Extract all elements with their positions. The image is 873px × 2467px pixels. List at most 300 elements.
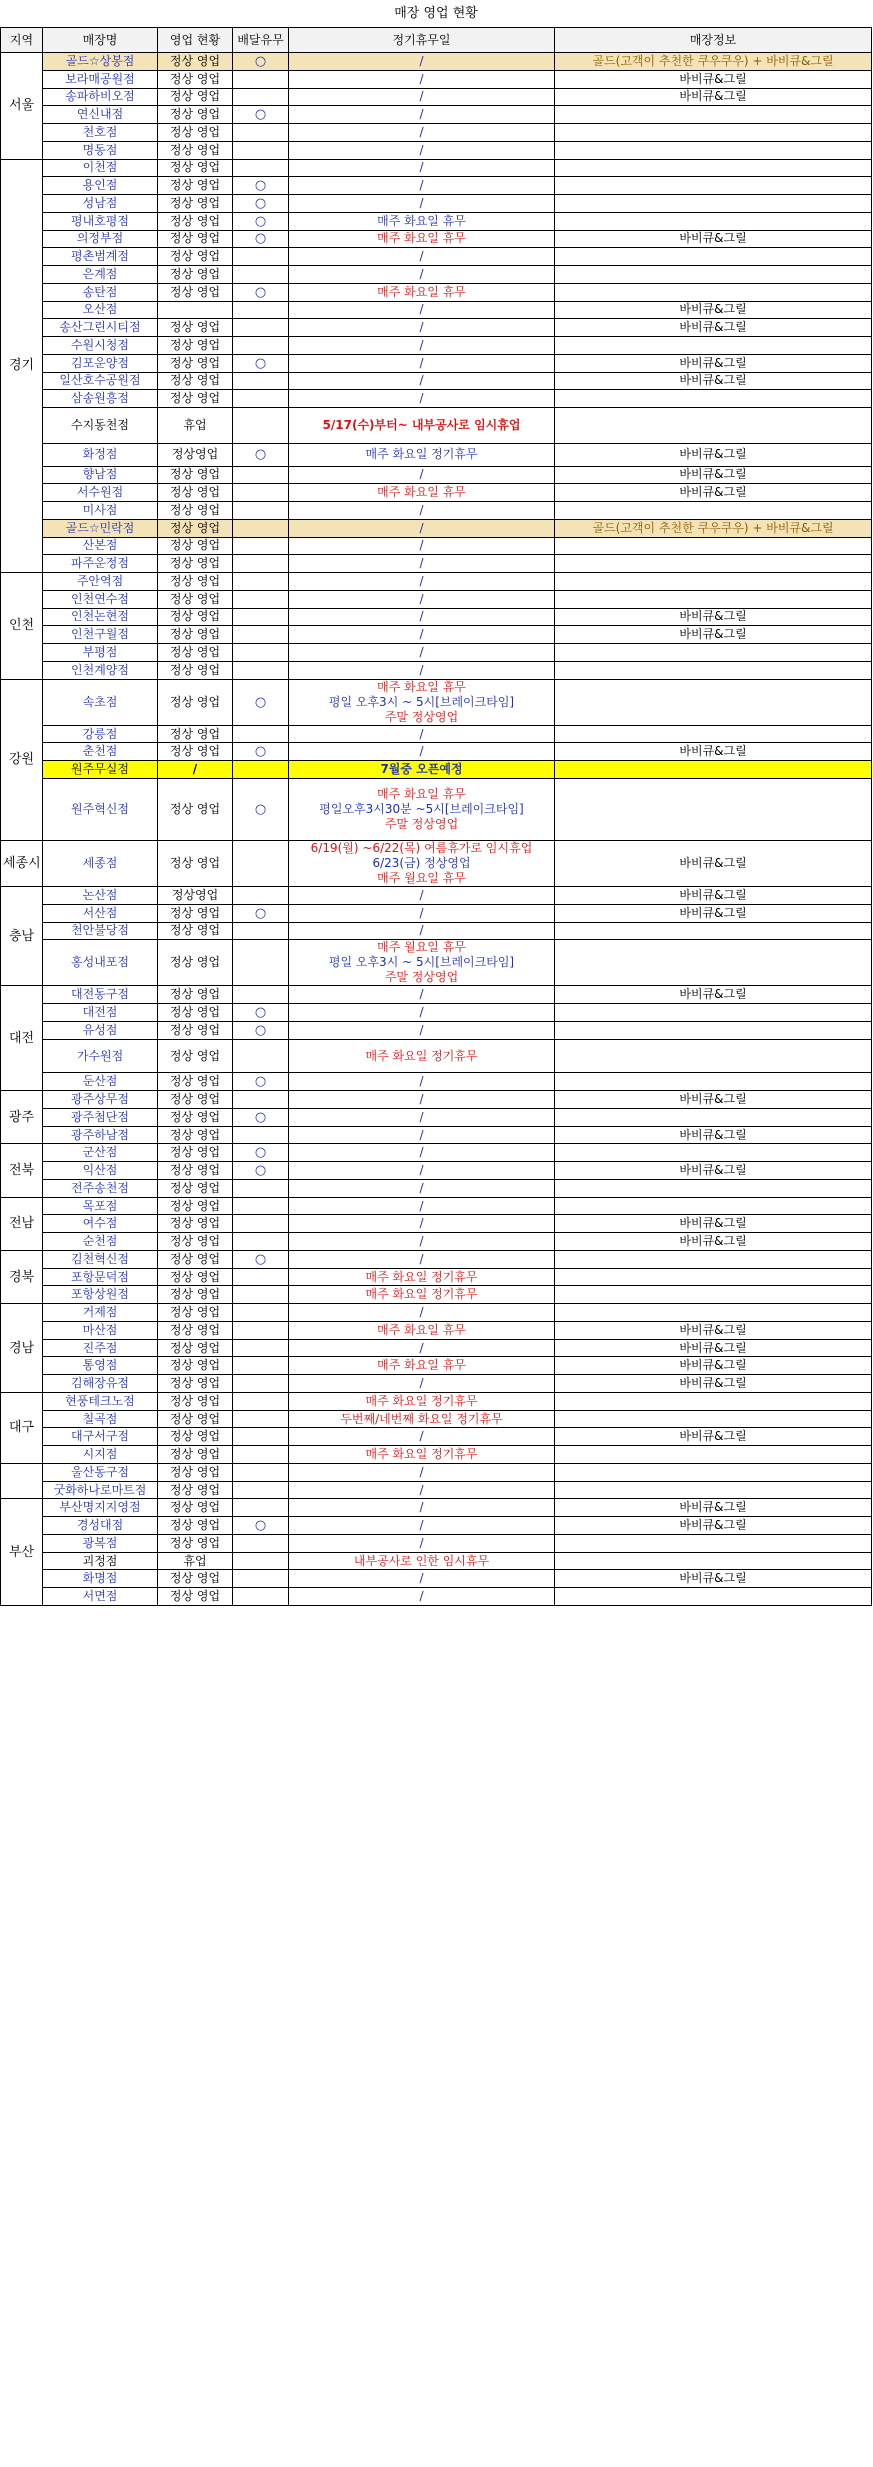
store-name: 김포운양점 <box>43 354 158 372</box>
holiday-text: / <box>419 556 424 571</box>
store-info-cell <box>555 1004 872 1022</box>
holiday-cell <box>289 537 555 555</box>
delivery-cell: ○ <box>233 1250 289 1268</box>
header-store-name: 매장명 <box>43 28 158 53</box>
holiday-text: / <box>419 520 424 535</box>
store-row <box>1 1517 872 1535</box>
header-status: 영업 현황 <box>158 28 233 53</box>
holiday-cell <box>289 1410 555 1428</box>
delivery-cell: ○ <box>233 1162 289 1180</box>
delivery-cell: ○ <box>233 1144 289 1162</box>
holiday-line: 매주 월요일 휴무 <box>377 940 466 955</box>
holiday-text: / <box>419 644 424 659</box>
holiday-text: / <box>419 726 424 741</box>
delivery-cell: ○ <box>233 1004 289 1022</box>
store-name: 성남점 <box>43 195 158 213</box>
holiday-text: / <box>419 923 424 938</box>
delivery-cell <box>233 1357 289 1375</box>
store-info-cell <box>555 1286 872 1304</box>
store-info-cell <box>555 141 872 159</box>
status-cell: 정상 영업 <box>158 88 233 106</box>
delivery-cell <box>233 841 289 887</box>
store-info-cell <box>555 761 872 779</box>
status-cell: 정상 영업 <box>158 573 233 591</box>
holiday-text: / <box>419 1251 424 1266</box>
status-cell: 정상 영업 <box>158 1321 233 1339</box>
holiday-text: / <box>419 1464 424 1479</box>
holiday-text: / <box>419 1482 424 1497</box>
store-name: 송산그린시티점 <box>43 319 158 337</box>
store-name: 미사점 <box>43 502 158 520</box>
store-row <box>1 1021 872 1039</box>
delivery-cell: ○ <box>233 53 289 71</box>
store-info-cell <box>555 1304 872 1322</box>
store-name: 김천혁신점 <box>43 1250 158 1268</box>
holiday-text: / <box>419 373 424 388</box>
store-row <box>1 124 872 142</box>
store-row <box>1 1499 872 1517</box>
store-name: 인천구월점 <box>43 626 158 644</box>
status-cell: 정상 영업 <box>158 1108 233 1126</box>
store-info-cell: 바비큐&그릴 <box>555 1321 872 1339</box>
store-row <box>1 408 872 444</box>
store-info-cell: 바비큐&그릴 <box>555 986 872 1004</box>
holiday-text: / <box>419 195 424 210</box>
holiday-line: 매주 월요일 휴무 <box>377 871 466 886</box>
store-row <box>1 743 872 761</box>
store-info-cell <box>555 661 872 679</box>
status-cell: 정상 영업 <box>158 53 233 71</box>
status-cell: 정상 영업 <box>158 1357 233 1375</box>
store-name: 향남점 <box>43 466 158 484</box>
store-info-cell: 바비큐&그릴 <box>555 1233 872 1251</box>
store-row <box>1 177 872 195</box>
status-cell: 정상 영업 <box>158 195 233 213</box>
store-name: 파주운정점 <box>43 555 158 573</box>
delivery-cell: ○ <box>233 904 289 922</box>
delivery-cell <box>233 1126 289 1144</box>
store-info-cell: 바비큐&그릴 <box>555 1375 872 1393</box>
holiday-cell <box>289 573 555 591</box>
store-row <box>1 1004 872 1022</box>
store-info-cell <box>555 1588 872 1606</box>
holiday-text: / <box>419 502 424 517</box>
delivery-cell <box>233 590 289 608</box>
store-info-cell <box>555 1250 872 1268</box>
store-name: 오산점 <box>43 301 158 319</box>
store-row <box>1 1250 872 1268</box>
holiday-cell <box>289 1357 555 1375</box>
delivery-cell <box>233 1570 289 1588</box>
store-name: 명동점 <box>43 141 158 159</box>
store-info-cell <box>555 248 872 266</box>
holiday-cell <box>289 519 555 537</box>
store-info-cell <box>555 1073 872 1091</box>
store-name: 유성점 <box>43 1021 158 1039</box>
holiday-cell <box>289 1588 555 1606</box>
holiday-cell <box>289 1481 555 1499</box>
store-name: 칠곡점 <box>43 1410 158 1428</box>
store-row <box>1 390 872 408</box>
store-row <box>1 922 872 940</box>
store-info-cell: 바비큐&그릴 <box>555 1517 872 1535</box>
status-cell: 정상 영업 <box>158 1339 233 1357</box>
holiday-cell <box>289 1091 555 1109</box>
store-name: 목포점 <box>43 1197 158 1215</box>
store-info-cell: 바비큐&그릴 <box>555 1499 872 1517</box>
store-info-cell <box>555 555 872 573</box>
holiday-text: / <box>419 107 424 122</box>
store-name: 평촌범계점 <box>43 248 158 266</box>
store-info-cell <box>555 590 872 608</box>
store-info-cell: 바비큐&그릴 <box>555 1570 872 1588</box>
holiday-line: 주말 정상영업 <box>384 709 459 724</box>
holiday-text: / <box>419 302 424 317</box>
store-row <box>1 1357 872 1375</box>
store-row <box>1 608 872 626</box>
store-info-cell: 바비큐&그릴 <box>555 1126 872 1144</box>
holiday-cell <box>289 1570 555 1588</box>
delivery-cell <box>233 1463 289 1481</box>
store-name: 골드☆상봉점 <box>43 53 158 71</box>
holiday-cell <box>289 177 555 195</box>
holiday-cell <box>289 1446 555 1464</box>
store-name: 수원시청점 <box>43 337 158 355</box>
store-name: 괴정점 <box>43 1552 158 1570</box>
holiday-line: 주말 정상영업 <box>384 970 459 985</box>
delivery-cell <box>233 1499 289 1517</box>
region-cell: 경북 <box>1 1250 43 1303</box>
delivery-cell <box>233 1392 289 1410</box>
status-cell: 정상 영업 <box>158 1499 233 1517</box>
holiday-text: / <box>419 1005 424 1020</box>
status-cell: 정상 영업 <box>158 106 233 124</box>
store-info-cell <box>555 1410 872 1428</box>
status-cell: 정상 영업 <box>158 608 233 626</box>
holiday-cell <box>289 590 555 608</box>
delivery-cell <box>233 1410 289 1428</box>
delivery-cell: ○ <box>233 177 289 195</box>
region-cell: 충남 <box>1 887 43 986</box>
region-cell: 전북 <box>1 1144 43 1197</box>
store-info-cell: 골드(고객이 추천한 쿠우쿠우) + 바비큐&그릴 <box>555 519 872 537</box>
delivery-cell <box>233 608 289 626</box>
store-info-cell: 바비큐&그릴 <box>555 1091 872 1109</box>
store-info-cell: 바비큐&그릴 <box>555 887 872 905</box>
store-row <box>1 195 872 213</box>
holiday-text: / <box>419 1234 424 1249</box>
store-name: 전주송천점 <box>43 1179 158 1197</box>
store-info-cell <box>555 1108 872 1126</box>
holiday-text: / <box>419 160 424 175</box>
store-name: 보라매공원점 <box>43 70 158 88</box>
status-cell: 정상 영업 <box>158 1304 233 1322</box>
header-row <box>1 28 872 53</box>
store-info-cell: 바비큐&그릴 <box>555 608 872 626</box>
store-info-cell: 바비큐&그릴 <box>555 841 872 887</box>
status-cell: 정상 영업 <box>158 1039 233 1073</box>
delivery-cell: ○ <box>233 743 289 761</box>
status-cell <box>158 301 233 319</box>
delivery-cell <box>233 1534 289 1552</box>
store-info-cell <box>555 1268 872 1286</box>
status-cell: 정상 영업 <box>158 1286 233 1304</box>
holiday-cell <box>289 1339 555 1357</box>
status-cell: 정상 영업 <box>158 725 233 743</box>
store-info-cell <box>555 679 872 725</box>
delivery-cell <box>233 626 289 644</box>
status-cell: 정상 영업 <box>158 212 233 230</box>
region-cell: 부산 <box>1 1499 43 1606</box>
delivery-cell <box>233 1039 289 1073</box>
status-cell: 정상 영업 <box>158 537 233 555</box>
header-store-info: 매장정보 <box>555 28 872 53</box>
status-cell: 정상영업 <box>158 887 233 905</box>
delivery-cell <box>233 940 289 986</box>
store-name: 굿화하나로마트점 <box>43 1481 158 1499</box>
status-cell: 정상 영업 <box>158 986 233 1004</box>
store-info-cell: 바비큐&그릴 <box>555 1357 872 1375</box>
status-cell: 정상 영업 <box>158 124 233 142</box>
delivery-cell <box>233 466 289 484</box>
store-info-cell <box>555 1446 872 1464</box>
store-name: 삼송원흥점 <box>43 390 158 408</box>
delivery-cell <box>233 372 289 390</box>
holiday-text: / <box>419 573 424 588</box>
store-row <box>1 519 872 537</box>
region-cell: 서울 <box>1 53 43 160</box>
holiday-cell <box>289 124 555 142</box>
holiday-cell <box>289 484 555 502</box>
store-row <box>1 1179 872 1197</box>
holiday-cell <box>289 841 555 887</box>
store-info-cell <box>555 644 872 662</box>
store-name: 순천점 <box>43 1233 158 1251</box>
delivery-cell <box>233 319 289 337</box>
holiday-cell <box>289 1428 555 1446</box>
holiday-text: / <box>419 320 424 335</box>
store-name: 울산동구점 <box>43 1463 158 1481</box>
store-row <box>1 266 872 284</box>
holiday-cell <box>289 1304 555 1322</box>
holiday-cell <box>289 1108 555 1126</box>
status-cell: 정상 영업 <box>158 661 233 679</box>
delivery-cell: ○ <box>233 778 289 840</box>
store-name: 용인점 <box>43 177 158 195</box>
status-cell: 정상 영업 <box>158 70 233 88</box>
holiday-cell <box>289 1552 555 1570</box>
store-row <box>1 1570 872 1588</box>
holiday-text: / <box>419 71 424 86</box>
delivery-cell <box>233 159 289 177</box>
holiday-cell <box>289 940 555 986</box>
holiday-text: / <box>419 662 424 677</box>
store-info-cell: 바비큐&그릴 <box>555 88 872 106</box>
store-row <box>1 778 872 840</box>
holiday-text: / <box>419 1571 424 1586</box>
holiday-cell <box>289 743 555 761</box>
store-row <box>1 841 872 887</box>
store-name: 포항상원점 <box>43 1286 158 1304</box>
delivery-cell <box>233 761 289 779</box>
store-name: 인천논현점 <box>43 608 158 626</box>
holiday-cell <box>289 1039 555 1073</box>
store-row <box>1 141 872 159</box>
store-row <box>1 248 872 266</box>
holiday-text: 매주 화요일 정기휴무 <box>365 1269 478 1284</box>
holiday-text: / <box>419 1163 424 1178</box>
holiday-cell <box>289 1375 555 1393</box>
store-name: 은계점 <box>43 266 158 284</box>
store-row <box>1 88 872 106</box>
store-name: 거제점 <box>43 1304 158 1322</box>
status-cell: 정상 영업 <box>158 484 233 502</box>
holiday-cell <box>289 53 555 71</box>
delivery-cell <box>233 124 289 142</box>
holiday-line: 6/19(월) ~6/22(목) 여름휴가로 임시휴업 <box>310 841 533 856</box>
store-name: 이천점 <box>43 159 158 177</box>
store-name: 광복점 <box>43 1534 158 1552</box>
store-row <box>1 70 872 88</box>
status-cell: 정상 영업 <box>158 141 233 159</box>
status-cell: 휴업 <box>158 408 233 444</box>
store-row <box>1 1304 872 1322</box>
holiday-cell <box>289 212 555 230</box>
store-info-cell: 바비큐&그릴 <box>555 904 872 922</box>
holiday-line: 평일 오후3시 ~ 5시[브레이크타임] <box>328 694 515 709</box>
status-cell: 정상 영업 <box>158 1428 233 1446</box>
delivery-cell <box>233 725 289 743</box>
store-info-cell: 골드(고객이 추천한 쿠우쿠우) + 바비큐&그릴 <box>555 53 872 71</box>
holiday-text: 두번째/네번째 화요일 정기휴무 <box>340 1411 503 1426</box>
delivery-cell: ○ <box>233 443 289 466</box>
delivery-cell <box>233 1321 289 1339</box>
holiday-text: / <box>419 249 424 264</box>
status-cell: 정상 영업 <box>158 679 233 725</box>
status-cell: 정상 영업 <box>158 590 233 608</box>
store-row <box>1 986 872 1004</box>
holiday-cell <box>289 761 555 779</box>
store-row <box>1 1428 872 1446</box>
region-cell: 경남 <box>1 1304 43 1393</box>
status-cell: 정상 영업 <box>158 778 233 840</box>
holiday-text: 매주 화요일 휴무 <box>377 284 466 299</box>
holiday-text: / <box>419 53 424 68</box>
store-row <box>1 159 872 177</box>
holiday-cell <box>289 1215 555 1233</box>
sheet-title: 매장 영업 현황 <box>1 0 872 28</box>
holiday-text: / <box>419 609 424 624</box>
store-info-cell: 바비큐&그릴 <box>555 484 872 502</box>
status-cell: 정상 영업 <box>158 1215 233 1233</box>
delivery-cell <box>233 1179 289 1197</box>
holiday-cell <box>289 661 555 679</box>
delivery-cell: ○ <box>233 230 289 248</box>
store-info-cell <box>555 124 872 142</box>
store-info-cell <box>555 1552 872 1570</box>
store-name: 포항문덕점 <box>43 1268 158 1286</box>
store-row <box>1 337 872 355</box>
store-info-cell: 바비큐&그릴 <box>555 354 872 372</box>
status-cell: 정상 영업 <box>158 1375 233 1393</box>
store-name: 여수점 <box>43 1215 158 1233</box>
holiday-cell <box>289 626 555 644</box>
store-row <box>1 1162 872 1180</box>
store-name: 춘천점 <box>43 743 158 761</box>
holiday-cell <box>289 1162 555 1180</box>
region-cell: 전남 <box>1 1197 43 1250</box>
store-name: 서산점 <box>43 904 158 922</box>
store-info-cell <box>555 266 872 284</box>
holiday-line: 주말 정상영업 <box>384 817 459 832</box>
holiday-cell <box>289 1126 555 1144</box>
holiday-cell <box>289 1463 555 1481</box>
store-name: 천호점 <box>43 124 158 142</box>
store-info-cell <box>555 922 872 940</box>
status-cell: 정상 영업 <box>158 266 233 284</box>
holiday-cell <box>289 141 555 159</box>
store-info-cell: 바비큐&그릴 <box>555 70 872 88</box>
store-name: 논산점 <box>43 887 158 905</box>
store-name: 광주상무점 <box>43 1091 158 1109</box>
holiday-cell <box>289 1392 555 1410</box>
holiday-cell <box>289 1021 555 1039</box>
store-info-cell: 바비큐&그릴 <box>555 443 872 466</box>
holiday-text: / <box>419 1305 424 1320</box>
holiday-cell <box>289 922 555 940</box>
holiday-cell <box>289 301 555 319</box>
store-row <box>1 940 872 986</box>
holiday-cell <box>289 502 555 520</box>
store-info-cell <box>555 725 872 743</box>
store-name: 경성대점 <box>43 1517 158 1535</box>
delivery-cell: ○ <box>233 679 289 725</box>
store-row <box>1 502 872 520</box>
store-name: 김해장유점 <box>43 1375 158 1393</box>
store-row <box>1 1463 872 1481</box>
holiday-cell <box>289 1004 555 1022</box>
store-row <box>1 319 872 337</box>
delivery-cell <box>233 1286 289 1304</box>
status-cell: 정상 영업 <box>158 1446 233 1464</box>
holiday-text: / <box>419 1022 424 1037</box>
delivery-cell <box>233 986 289 1004</box>
store-name: 의정부점 <box>43 230 158 248</box>
delivery-cell <box>233 1481 289 1499</box>
store-info-cell <box>555 1481 872 1499</box>
store-row <box>1 1410 872 1428</box>
holiday-text: 매주 화요일 휴무 <box>377 485 466 500</box>
store-name: 수지동천점 <box>43 408 158 444</box>
holiday-cell <box>289 644 555 662</box>
status-cell: 정상 영업 <box>158 1481 233 1499</box>
status-cell: 정상 영업 <box>158 466 233 484</box>
store-info-cell <box>555 778 872 840</box>
holiday-text: / <box>419 538 424 553</box>
delivery-cell: ○ <box>233 106 289 124</box>
holiday-cell <box>289 266 555 284</box>
holiday-line: 평일 오후3시 ~ 5시[브레이크타임] <box>328 955 515 970</box>
delivery-cell: ○ <box>233 1021 289 1039</box>
store-name: 인천계양점 <box>43 661 158 679</box>
holiday-text: / <box>419 142 424 157</box>
holiday-cell <box>289 106 555 124</box>
store-row <box>1 212 872 230</box>
delivery-cell <box>233 1268 289 1286</box>
status-cell: 정상 영업 <box>158 248 233 266</box>
delivery-cell <box>233 88 289 106</box>
delivery-cell <box>233 1197 289 1215</box>
